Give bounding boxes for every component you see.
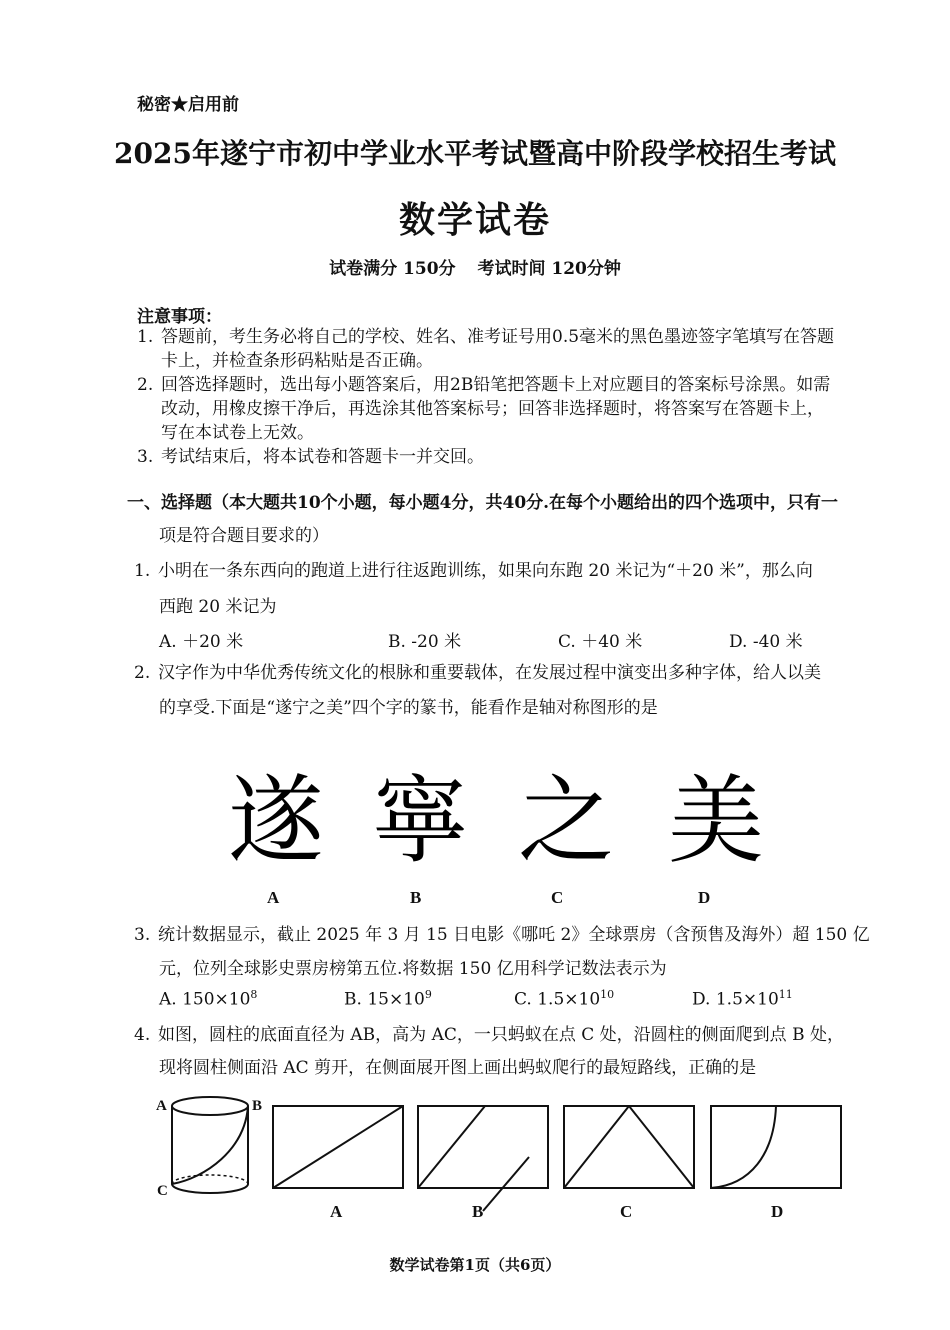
q3-line-1: 3. 统计数据显示，截止 2025 年 3 月 15 日电影《哪吒 2》全球票房（含预售及海外）超 150 亿 xyxy=(134,925,870,945)
q1-line-2: 西跑 20 米记为 xyxy=(159,597,277,617)
full-score: 试卷满分 150分 xyxy=(329,259,456,279)
q1-option-a: A. ＋20 米 xyxy=(159,632,244,652)
confidential-mark: 秘密★启用前 xyxy=(137,95,239,115)
q4-line-2: 现将圆柱侧面沿 AC 剪开，在侧面展开图上画出蚂蚁爬行的最短路线，正确的是 xyxy=(159,1058,757,1078)
q4-option-d-figure xyxy=(710,1105,842,1189)
q4-label-c: C xyxy=(620,1202,633,1221)
q3-option-b: B. $15\times 10^9$ xyxy=(344,988,432,1010)
note-1-line-2: 卡上，并检查条形码粘贴是否正确。 xyxy=(161,351,433,371)
page-footer: 数学试卷第1页（共6页） xyxy=(389,1256,561,1274)
note-2-line-3: 写在本试卷上无效。 xyxy=(161,423,314,443)
point-b-label: B xyxy=(252,1098,263,1114)
note-3-line-1: 3. 考试结束后，将本试卷和答题卡一并交回。 xyxy=(137,447,484,467)
seal-glyph-d: 美 xyxy=(668,765,764,877)
q2-line-1: 2. 汉字作为中华优秀传统文化的根脉和重要载体，在发展过程中演变出多种字体，给人以美 xyxy=(134,663,821,683)
seal-glyph-b: 寧 xyxy=(372,765,468,877)
q4-option-a-figure xyxy=(272,1105,404,1189)
q3-option-c: C. $1.5\times 10^{10}$ xyxy=(514,988,615,1010)
q2-line-2: 的享受.下面是“遂宁之美”四个字的篆书，能看作是轴对称图形的是 xyxy=(159,698,658,718)
q1-option-b: B. -20 米 xyxy=(388,632,462,652)
q3-option-a: A. $150\times 10^8$ xyxy=(159,988,258,1010)
score-time-line xyxy=(0,254,950,279)
note-2-line-2: 改动，用橡皮擦干净后，再选涂其他答案标号；回答非选择题时，将答案写在答题卡上， xyxy=(161,399,824,419)
point-c-label: C xyxy=(157,1183,168,1199)
seal-glyph-c: 之 xyxy=(518,765,614,877)
q2-label-b: B xyxy=(410,888,422,907)
q2-label-c: C xyxy=(551,888,564,907)
q4-option-b-figure xyxy=(417,1105,549,1215)
q2-label-a: A xyxy=(267,888,280,907)
section-1-heading: 一、选择题（本大题共10个小题，每小题4分，共40分.在每个小题给出的四个选项中，只有一 xyxy=(127,493,839,513)
q1-option-c: C. ＋40 米 xyxy=(558,632,643,652)
q3-line-2: 元，位列全球影史票房榜第五位.将数据 150 亿用科学记数法表示为 xyxy=(159,959,667,979)
q2-label-d: D xyxy=(698,888,711,907)
q4-label-a: A xyxy=(330,1202,343,1221)
note-1-line-1: 1. 答题前，考生务必将自己的学校、姓名、准考证号用0.5毫米的黑色墨迹签字笔填写在答题 xyxy=(137,327,835,347)
point-a-label: A xyxy=(156,1098,167,1114)
q1-option-d: D. -40 米 xyxy=(729,632,803,652)
subject-title: 数学试卷 xyxy=(398,199,551,241)
exam-duration: 考试时间 120分钟 xyxy=(477,259,621,279)
q3-option-d: D. $1.5\times 10^{11}$ xyxy=(692,988,793,1010)
q4-label-d: D xyxy=(771,1202,784,1221)
q4-option-c-figure xyxy=(563,1105,695,1189)
note-2-line-1: 2. 回答选择题时，选出每小题答案后，用2B铅笔把答题卡上对应题目的答案标号涂黑。如需 xyxy=(137,375,831,395)
q4-label-b: B xyxy=(472,1202,484,1221)
q4-line-1: 4. 如图，圆柱的底面直径为 AB，高为 AC，一只蚂蚁在点 C 处，沿圆柱的侧面爬到点 B 处， xyxy=(134,1025,844,1045)
seal-glyph-a: 遂 xyxy=(228,765,324,877)
notes-title: 注意事项： xyxy=(137,307,222,327)
exam-title: 2025年遂宁市初中学业水平考试暨高中阶段学校招生考试 xyxy=(114,137,836,170)
q1-line-1: 1. 小明在一条东西向的跑道上进行往返跑训练，如果向东跑 20 米记为“＋20 米”，那么向 xyxy=(134,561,813,581)
section-1-heading-cont: 项是符合题目要求的） xyxy=(159,526,329,546)
